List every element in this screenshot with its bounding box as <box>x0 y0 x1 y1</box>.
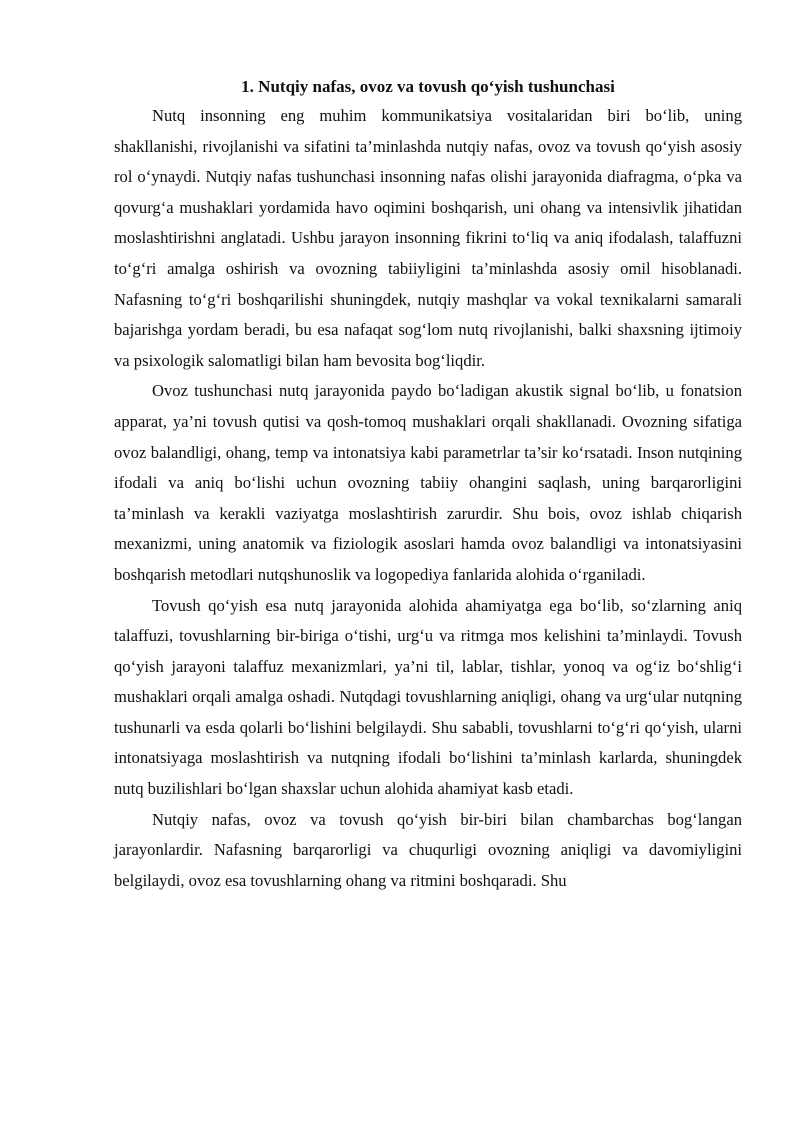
paragraph-speech-breathing: Nutq insonning eng muhim kommunikatsiya vositalaridan biri bo‘lib, uning shakllanishi, rivojlanishi va sifatini ta’minlashda nutqiy nafas, ovoz va tovush qo‘yish asosiy rol o‘ynaydi. Nutqiy nafas tushunchasi insonning nafas olishi jarayonida diafragma, o‘pka va qovurg‘a mushaklari yordamida havo oqimini boshqarish, uni ohang va intensivlik jihatidan moslashtirishni anglatadi. Ushbu jarayon insonning fikrini to‘liq va aniq ifodalash, talaffuzni to‘g‘ri amalga oshirish va ovozning tabiiyligini ta’minlashda asosiy omil hisoblanadi. Nafasning to‘g‘ri boshqarilishi shuningdek, nutqiy mashqlar va vokal texnikalarni samarali bajarishga yordam beradi, bu esa nafaqat sog‘lom nutq rivojlanishi, balki shaxsning ijtimoiy va psixologik salomatligi bilan ham bevosita bog‘liqdir. <box>114 106 742 370</box>
paragraph-sound-setting: Tovush qo‘yish esa nutq jarayonida alohida ahamiyatga ega bo‘lib, so‘zlarning aniq talaffuzi, tovushlarning bir-biriga o‘tishi, urg‘u va ritmga mos kelishini ta’minlaydi. Tovush qo‘yish jarayoni talaffuz mexanizmlari, ya’ni til, lablar, tishlar, yonoq va og‘iz bo‘shlig‘i mushaklari orqali amalga oshadi. Nutqdagi tovushlarning aniqligi, ohang va urg‘ular nutqning tushunarli va esda qolarli bo‘lishini belgilaydi. Shu sababli, tovushlarni to‘g‘ri qo‘yish, ularni intonatsiyaga moslashtirish va nutqning ifodali bo‘lishini ta’minlash karlarda, shuningdek nutq buzilishlari bo‘lgan shaxslar uchun alohida ahamiyat kasb etadi. <box>114 595 742 799</box>
paragraph-interconnection: Nutqiy nafas, ovoz va tovush qo‘yish bir-biri bilan chambarchas bog‘langan jarayonlardir. Nafasning barqarorligi va chuqurligi ovozning aniqligi va davomiyligini belgilaydi, ovoz esa tovushlarning ohang va ritmini boshqaradi. Shu <box>114 809 742 890</box>
document-page <box>114 72 742 896</box>
paragraph-voice: Ovoz tushunchasi nutq jarayonida paydo bo‘ladigan akustik signal bo‘lib, u fonatsion apparat, ya’ni tovush qutisi va qosh-tomoq mushaklari orqali shakllanadi. Ovozning sifatiga ovoz balandligi, ohang, temp va intonatsiya kabi parametrlar ta’sir ko‘rsatadi. Inson nutqining ifodali va aniq bo‘lishi uchun ovozning tabiiy ohangini saqlash, uning barqarorligini ta’minlash va kerakli vaziyatga moslashtirish zarurdir. Shu bois, ovoz ishlab chiqarish mexanizmi, uning anatomik va fiziologik asoslari hamda ovoz balandligi va intonatsiyasini boshqarish metodlari nutqshunoslik va logopediya fanlarida alohida o‘rganiladi. <box>114 381 742 584</box>
section-title: 1. Nutqiy nafas, ovoz va tovush qo‘yish tushunchasi <box>241 77 615 96</box>
